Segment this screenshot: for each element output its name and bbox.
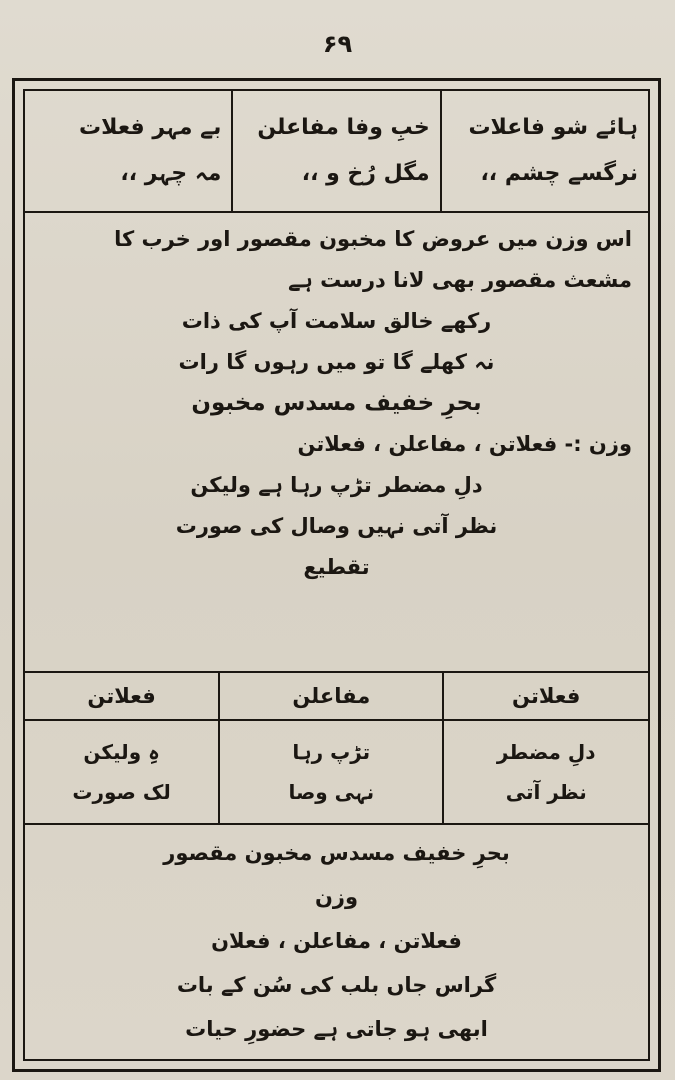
meter-cell-1 [440, 91, 648, 211]
taqti-col-2 [218, 673, 442, 823]
verse-4: نظر آتی نہیں وصال کی صورت [175, 514, 498, 538]
meter-cell-3-line2: مہ چہر ،، [120, 161, 222, 186]
taqti-col-1-head: فعلاتن [444, 673, 648, 721]
outer-frame [12, 78, 661, 1072]
meter-cell-2-line2: مگل رُخ و ،، [301, 161, 430, 186]
verse-1: رکھے خالق سلامت آپ کی ذات [181, 309, 492, 333]
bottom-section [25, 831, 648, 1051]
taqti-col-1-body [444, 721, 648, 823]
note-line-2: مشعث مقصور بھی لانا درست ہے [288, 268, 632, 292]
taqti-col-2-row1: تڑپ رہا [292, 740, 371, 764]
taqti-col-1-row1: دلِ مضطر [496, 740, 596, 764]
taqti-col-1 [442, 673, 648, 823]
taqti-col-2-head: مفاعلن [220, 673, 442, 721]
inner-frame [23, 89, 650, 1061]
taqti-col-3 [25, 673, 218, 823]
wazn-line: وزن :- فعلاتن ، مفاعلن ، فعلاتن [297, 432, 632, 456]
verse-2: نہ کھلے گا تو میں رہوں گا رات [178, 350, 495, 374]
taqti-col-3-body [25, 721, 218, 823]
meter-cell-3-line1: بے مہر فعلات [79, 115, 222, 140]
note-line-1: اس وزن میں عروض کا مخبون مقصور اور خرب کا [114, 227, 632, 251]
page-number: ۶۹ [322, 30, 353, 58]
bottom-wazn-line: فعلاتن ، مفاعلن ، فعلان [211, 929, 462, 953]
taqti-col-3-head: فعلاتن [25, 673, 218, 721]
bottom-heading: بحرِ خفیف مسدس مخبون مقصور [163, 841, 510, 865]
taqti-col-2-row2: نہی وصا [288, 780, 375, 804]
meter-cell-1-line2: نرگسے چشم ،، [480, 161, 638, 186]
taqti-title: تقطیع [303, 555, 370, 579]
section-heading: بحرِ خفیف مسدس مخبون [191, 390, 482, 416]
verse-3: دلِ مضطر تڑپ رہا ہے ولیکن [190, 473, 483, 497]
taqti-col-3-row1: ہِ ولیکن [83, 740, 160, 764]
taqti-col-2-body [220, 721, 442, 823]
taqti-col-3-row2: لک صورت [72, 780, 171, 804]
taqti-table [25, 671, 648, 825]
bottom-wazn-label: وزن [314, 885, 359, 909]
meter-cell-2-line1: خبِ وفا مفاعلن [257, 115, 430, 140]
meter-cell-1-line1: ہائے شو فاعلات [468, 115, 638, 140]
bottom-verse-1: گراس جاں بلب کی سُن کے بات [176, 973, 497, 997]
meter-cell-3 [25, 91, 231, 211]
middle-section [25, 213, 648, 588]
meter-table [25, 91, 648, 213]
taqti-col-1-row2: نظر آتی [505, 780, 587, 804]
meter-cell-2 [231, 91, 439, 211]
bottom-verse-2: ابھی ہو جاتی ہے حضورِ حیات [185, 1017, 488, 1041]
